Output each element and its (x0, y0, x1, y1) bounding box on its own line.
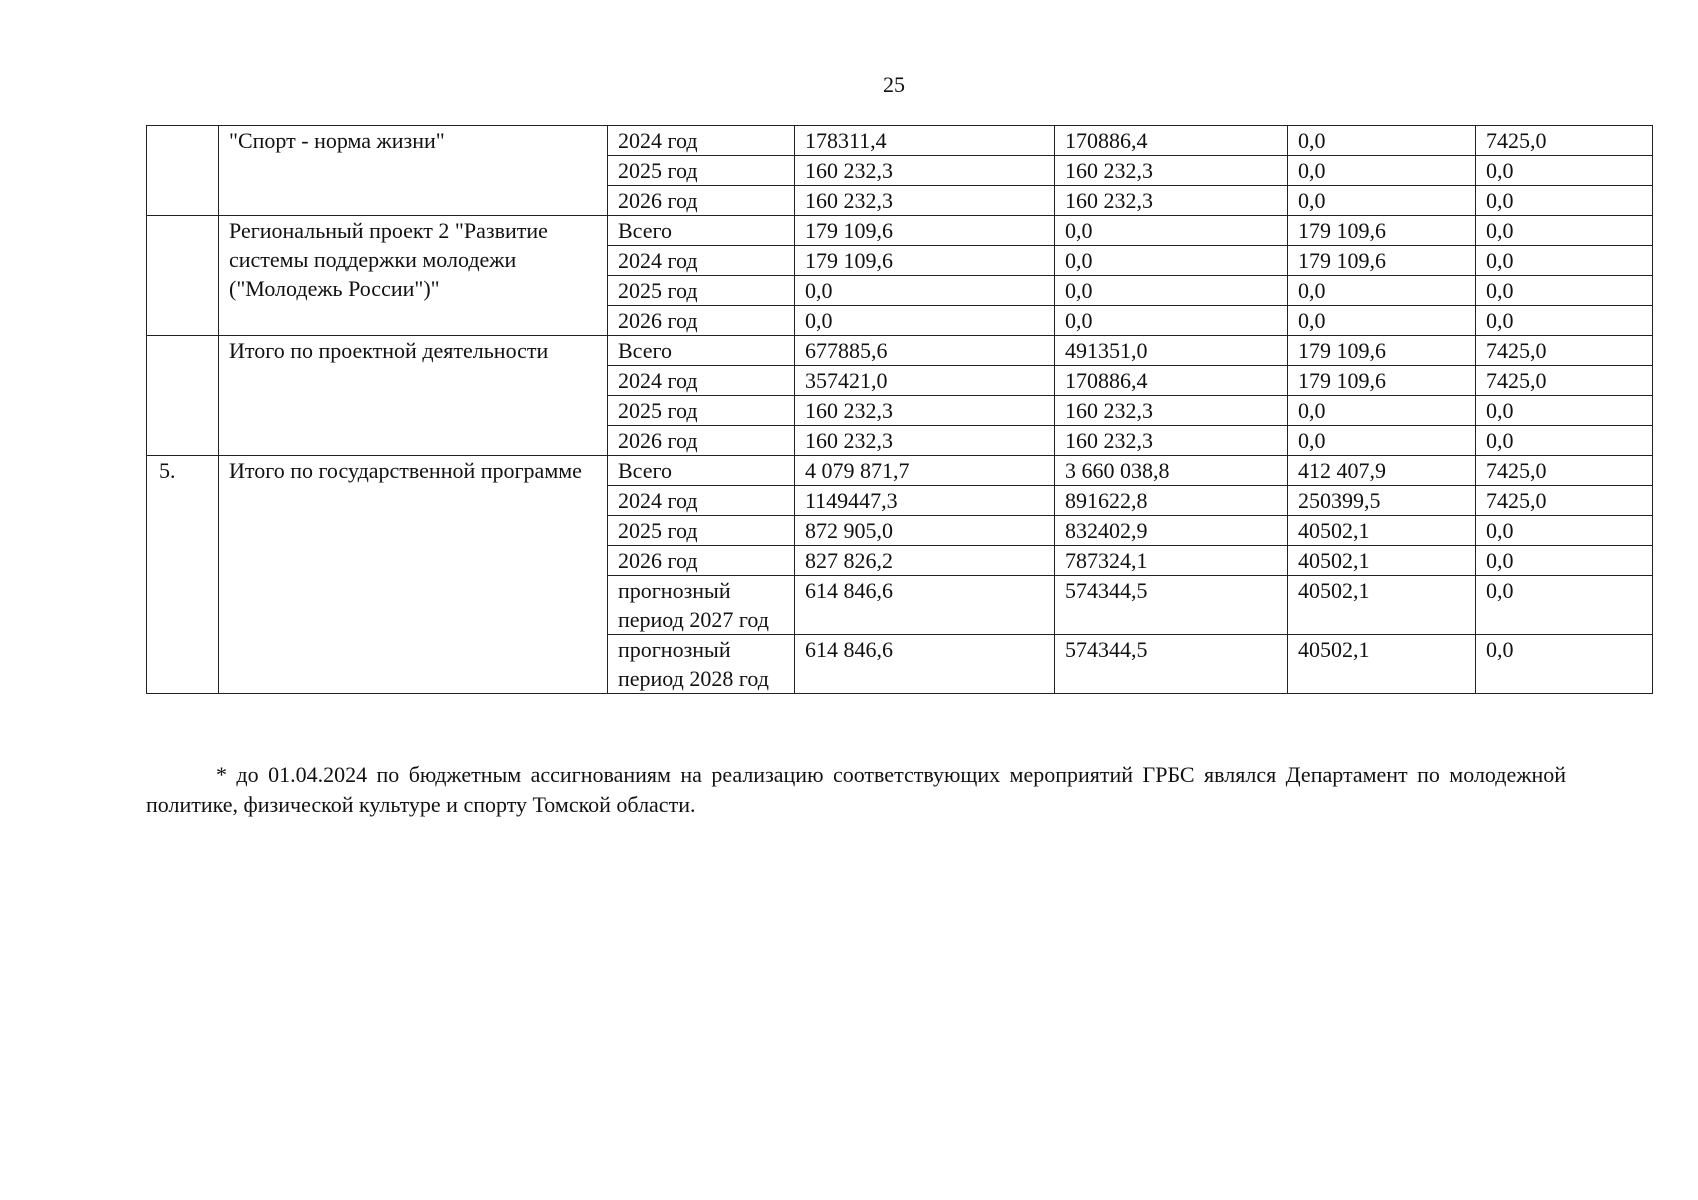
total-cell: 357421,0 (795, 366, 1055, 396)
federal-budget-cell: 179 109,6 (1288, 216, 1476, 246)
regional-budget-cell: 160 232,3 (1055, 156, 1288, 186)
total-cell: 160 232,3 (795, 156, 1055, 186)
row-number-cell (147, 126, 219, 216)
extra-budget-cell: 7425,0 (1476, 336, 1653, 366)
period-cell: 2024 год (608, 486, 795, 516)
regional-budget-cell: 787324,1 (1055, 546, 1288, 576)
row-number-cell: 5. (147, 456, 219, 694)
item-name-cell: Итого по проектной деятельности (219, 336, 608, 456)
total-cell: 614 846,6 (795, 576, 1055, 635)
period-cell: 2025 год (608, 156, 795, 186)
extra-budget-cell: 0,0 (1476, 276, 1653, 306)
regional-budget-cell: 160 232,3 (1055, 186, 1288, 216)
extra-budget-cell: 0,0 (1476, 635, 1653, 694)
total-cell: 677885,6 (795, 336, 1055, 366)
footnote (146, 760, 1566, 820)
federal-budget-cell: 250399,5 (1288, 486, 1476, 516)
item-name-cell: "Спорт - норма жизни" (219, 126, 608, 216)
regional-budget-cell: 832402,9 (1055, 516, 1288, 546)
period-cell: 2025 год (608, 516, 795, 546)
period-cell: Всего (608, 456, 795, 486)
period-cell: 2024 год (608, 126, 795, 156)
regional-budget-cell: 0,0 (1055, 276, 1288, 306)
federal-budget-cell: 0,0 (1288, 306, 1476, 336)
total-cell: 179 109,6 (795, 216, 1055, 246)
period-cell: прогнозный период 2027 год (608, 576, 795, 635)
period-cell: 2026 год (608, 426, 795, 456)
total-cell: 0,0 (795, 306, 1055, 336)
extra-budget-cell: 7425,0 (1476, 456, 1653, 486)
period-cell: 2026 год (608, 546, 795, 576)
period-cell: 2024 год (608, 366, 795, 396)
regional-budget-cell: 0,0 (1055, 306, 1288, 336)
extra-budget-cell: 0,0 (1476, 186, 1653, 216)
regional-budget-cell: 0,0 (1055, 246, 1288, 276)
regional-budget-cell: 170886,4 (1055, 126, 1288, 156)
footnote-text: * до 01.04.2024 по бюджетным ассигнованиям на реализацию соответствующих мероприятий ГРБС являлся Департамент по молодежной политике, физической культуре и спорту Томской области. (146, 762, 1566, 817)
federal-budget-cell: 40502,1 (1288, 546, 1476, 576)
extra-budget-cell: 0,0 (1476, 246, 1653, 276)
table-row (147, 456, 1653, 486)
total-cell: 872 905,0 (795, 516, 1055, 546)
period-cell: Всего (608, 216, 795, 246)
extra-budget-cell: 7425,0 (1476, 366, 1653, 396)
regional-budget-cell: 574344,5 (1055, 576, 1288, 635)
row-number-cell (147, 216, 219, 336)
total-cell: 160 232,3 (795, 186, 1055, 216)
extra-budget-cell: 0,0 (1476, 426, 1653, 456)
extra-budget-cell: 0,0 (1476, 546, 1653, 576)
regional-budget-cell: 574344,5 (1055, 635, 1288, 694)
federal-budget-cell: 179 109,6 (1288, 246, 1476, 276)
federal-budget-cell: 0,0 (1288, 156, 1476, 186)
federal-budget-cell: 40502,1 (1288, 576, 1476, 635)
period-cell: прогнозный период 2028 год (608, 635, 795, 694)
extra-budget-cell: 0,0 (1476, 516, 1653, 546)
federal-budget-cell: 179 109,6 (1288, 336, 1476, 366)
period-cell: 2026 год (608, 306, 795, 336)
federal-budget-cell: 0,0 (1288, 396, 1476, 426)
extra-budget-cell: 0,0 (1476, 576, 1653, 635)
federal-budget-cell: 40502,1 (1288, 635, 1476, 694)
extra-budget-cell: 0,0 (1476, 216, 1653, 246)
total-cell: 614 846,6 (795, 635, 1055, 694)
federal-budget-cell: 0,0 (1288, 126, 1476, 156)
extra-budget-cell: 0,0 (1476, 396, 1653, 426)
table-row (147, 216, 1653, 246)
budget-table (146, 125, 1653, 694)
federal-budget-cell: 412 407,9 (1288, 456, 1476, 486)
table-row (147, 126, 1653, 156)
regional-budget-cell: 170886,4 (1055, 366, 1288, 396)
total-cell: 160 232,3 (795, 426, 1055, 456)
regional-budget-cell: 891622,8 (1055, 486, 1288, 516)
regional-budget-cell: 3 660 038,8 (1055, 456, 1288, 486)
total-cell: 179 109,6 (795, 246, 1055, 276)
total-cell: 1149447,3 (795, 486, 1055, 516)
total-cell: 178311,4 (795, 126, 1055, 156)
period-cell: 2025 год (608, 396, 795, 426)
item-name-cell: Итого по государственной программе (219, 456, 608, 694)
regional-budget-cell: 160 232,3 (1055, 396, 1288, 426)
total-cell: 4 079 871,7 (795, 456, 1055, 486)
period-cell: Всего (608, 336, 795, 366)
federal-budget-cell: 0,0 (1288, 426, 1476, 456)
federal-budget-cell: 0,0 (1288, 186, 1476, 216)
period-cell: 2026 год (608, 186, 795, 216)
total-cell: 827 826,2 (795, 546, 1055, 576)
total-cell: 160 232,3 (795, 396, 1055, 426)
extra-budget-cell: 0,0 (1476, 156, 1653, 186)
total-cell: 0,0 (795, 276, 1055, 306)
table-body (147, 126, 1653, 694)
period-cell: 2025 год (608, 276, 795, 306)
period-cell: 2024 год (608, 246, 795, 276)
regional-budget-cell: 491351,0 (1055, 336, 1288, 366)
federal-budget-cell: 179 109,6 (1288, 366, 1476, 396)
regional-budget-cell: 160 232,3 (1055, 426, 1288, 456)
extra-budget-cell: 0,0 (1476, 306, 1653, 336)
regional-budget-cell: 0,0 (1055, 216, 1288, 246)
federal-budget-cell: 40502,1 (1288, 516, 1476, 546)
row-number-cell (147, 336, 219, 456)
table-row (147, 336, 1653, 366)
item-name-cell: Региональный проект 2 "Развитие системы поддержки молодежи ("Молодежь России")" (219, 216, 608, 336)
page-number: 25 (883, 72, 905, 97)
extra-budget-cell: 7425,0 (1476, 126, 1653, 156)
extra-budget-cell: 7425,0 (1476, 486, 1653, 516)
federal-budget-cell: 0,0 (1288, 276, 1476, 306)
